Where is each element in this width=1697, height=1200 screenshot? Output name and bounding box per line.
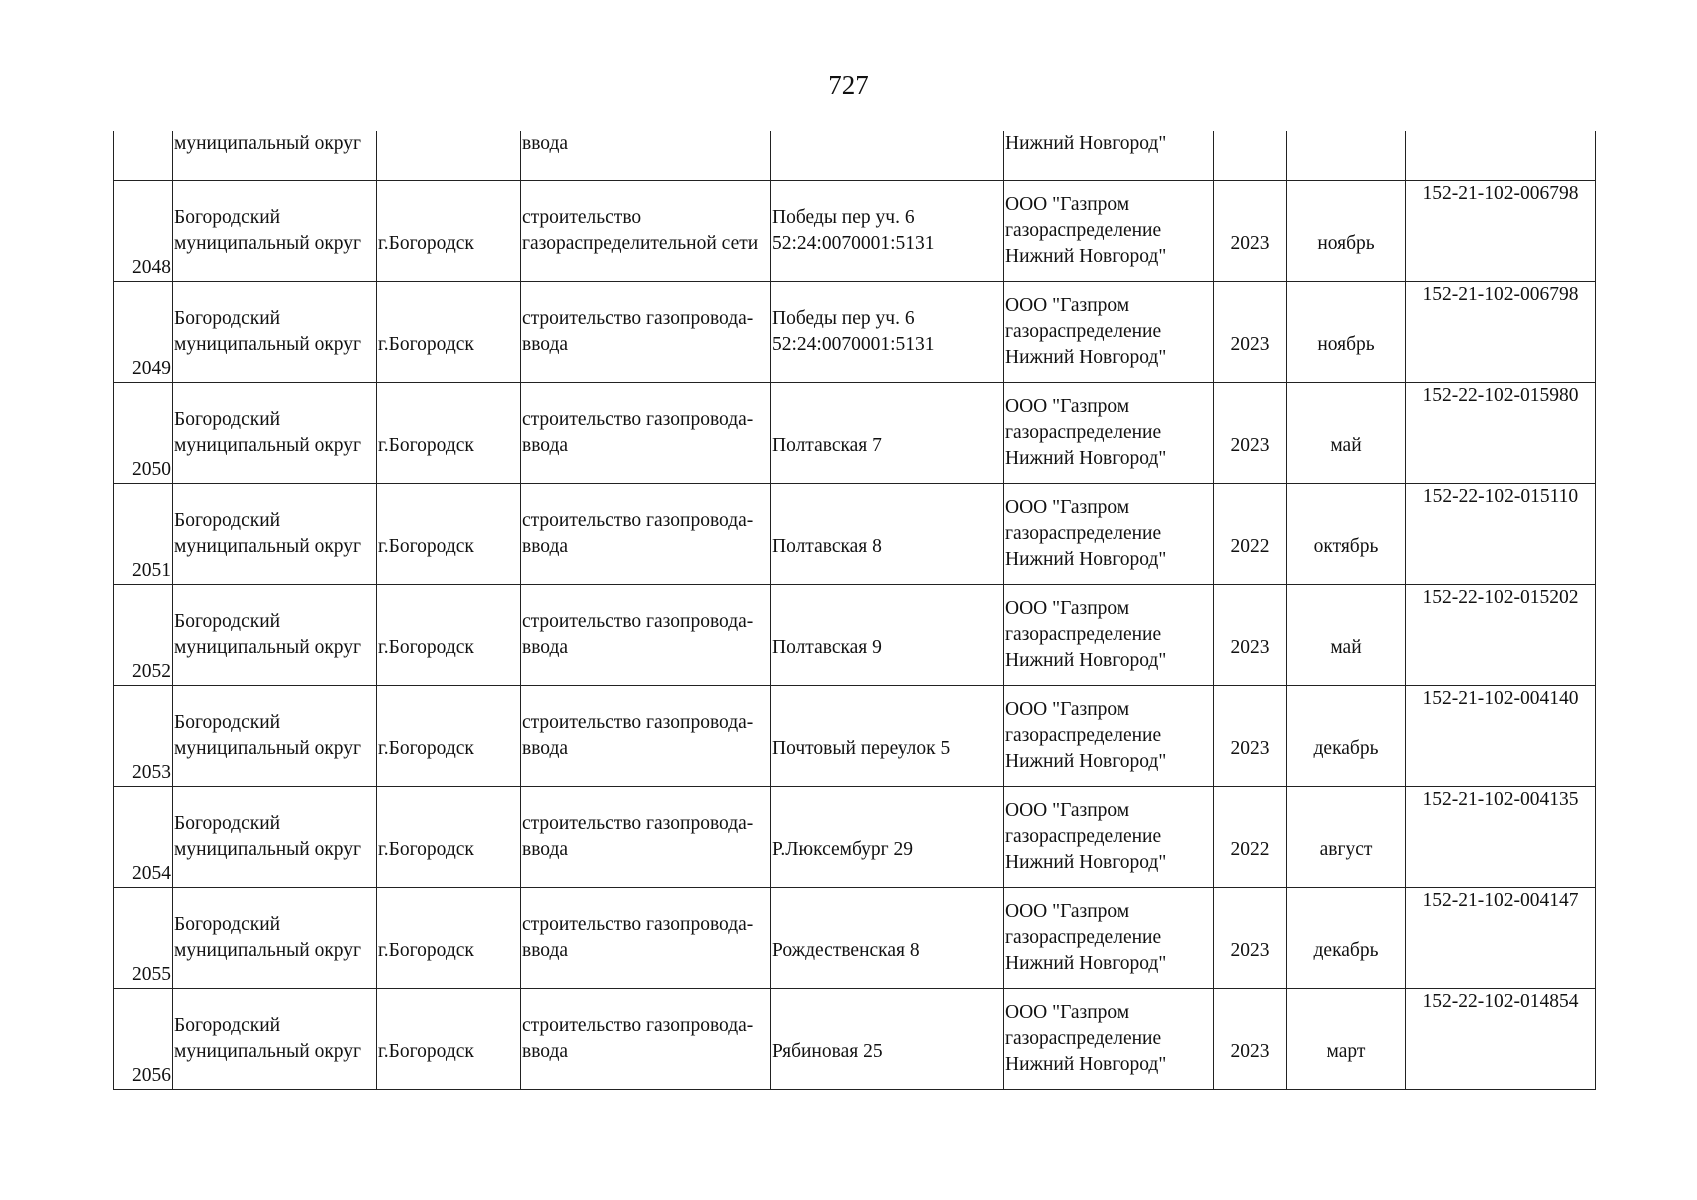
- org-line-3: Нижний Новгород": [1005, 548, 1167, 570]
- cell-address: [771, 483, 1004, 584]
- city-text: г.Богородск: [378, 535, 474, 557]
- permit-code: 152-21-102-006798: [1422, 283, 1579, 305]
- cell-code: [1406, 887, 1596, 988]
- district-line-1: Богородский: [174, 408, 281, 430]
- org-line-3: Нижний Новгород": [1005, 649, 1167, 671]
- org-line-2: газораспределение: [1005, 724, 1162, 746]
- cell-year: [1214, 988, 1287, 1089]
- table-row: [114, 584, 1596, 685]
- work-line-2: ввода: [522, 1040, 569, 1062]
- cell-num: [114, 131, 173, 180]
- cell-district: [173, 382, 377, 483]
- org-line-2: газораспределение: [1005, 623, 1162, 645]
- year-text: 2023: [1230, 333, 1270, 355]
- cell-code: [1406, 584, 1596, 685]
- address-text: Полтавская 9: [772, 636, 882, 658]
- city-text: г.Богородск: [378, 636, 474, 658]
- work-line-2: ввода: [522, 535, 569, 557]
- row-number: 2055: [132, 963, 171, 985]
- work-line-1: строительство газопровода-: [522, 408, 754, 430]
- cell-city: [377, 382, 521, 483]
- cell-work: [521, 131, 771, 180]
- year-text: 2022: [1230, 838, 1270, 860]
- cell-num: [114, 887, 173, 988]
- org-line-3: Нижний Новгород": [1005, 346, 1167, 368]
- cell-num: [114, 483, 173, 584]
- table-row: [114, 786, 1596, 887]
- org-line-2: газораспределение: [1005, 320, 1162, 342]
- cell-num: [114, 988, 173, 1089]
- org-line-3: Нижний Новгород": [1005, 245, 1167, 267]
- month-text: декабрь: [1313, 737, 1379, 759]
- year-text: 2023: [1230, 636, 1270, 658]
- cell-year: [1214, 281, 1287, 382]
- district-line-1: Богородский: [174, 610, 281, 632]
- cell-city: [377, 887, 521, 988]
- cell-district: [173, 887, 377, 988]
- work-line-1: строительство газопровода-: [522, 913, 754, 935]
- cell-org: [1004, 180, 1214, 281]
- address-text: Рябиновая 25: [772, 1040, 883, 1062]
- cell-city: [377, 786, 521, 887]
- table-row: [114, 483, 1596, 584]
- cell-code: [1406, 685, 1596, 786]
- cell-month: [1287, 483, 1406, 584]
- district-line-1: Богородский: [174, 1014, 281, 1036]
- cell-district: [173, 988, 377, 1089]
- cell-year: [1214, 685, 1287, 786]
- cell-city: [377, 131, 521, 180]
- cell-num: [114, 786, 173, 887]
- cell-district: [173, 281, 377, 382]
- cell-year: [1214, 887, 1287, 988]
- cell-num: [114, 584, 173, 685]
- year-text: 2023: [1230, 434, 1270, 456]
- permit-code: 152-21-102-004135: [1422, 788, 1579, 810]
- cell-address: [771, 180, 1004, 281]
- cell-org: [1004, 483, 1214, 584]
- org-line-1: ООО "Газпром: [1005, 597, 1130, 619]
- district-line-2: муниципальный округ: [174, 939, 362, 961]
- cell-year: [1214, 786, 1287, 887]
- year-text: 2022: [1230, 535, 1270, 557]
- work-line-2: ввода: [522, 333, 569, 355]
- cell-city: [377, 685, 521, 786]
- cell-address: [771, 281, 1004, 382]
- table-row: [114, 887, 1596, 988]
- cell-year: [1214, 382, 1287, 483]
- org-line-1: ООО "Газпром: [1005, 698, 1130, 720]
- address-line-2: 52:24:0070001:5131: [772, 232, 935, 254]
- cell-org: [1004, 281, 1214, 382]
- registry-table-body: [114, 131, 1596, 1089]
- city-text: г.Богородск: [378, 434, 474, 456]
- year-text: 2023: [1230, 737, 1270, 759]
- work-line-2: ввода: [522, 838, 569, 860]
- cell-month: [1287, 685, 1406, 786]
- cell-district: [173, 180, 377, 281]
- continuation-row: [114, 131, 1596, 180]
- district-line-2: муниципальный округ: [174, 636, 362, 658]
- work-line-2: газораспределительной сети: [522, 232, 759, 254]
- cell-city: [377, 483, 521, 584]
- district-line-2: муниципальный округ: [174, 434, 362, 456]
- org-text: Нижний Новгород": [1005, 133, 1167, 154]
- city-text: г.Богородск: [378, 838, 474, 860]
- cell-month: [1287, 988, 1406, 1089]
- city-text: г.Богородск: [378, 1040, 474, 1062]
- cell-district: [173, 786, 377, 887]
- cell-code: [1406, 131, 1596, 180]
- month-text: май: [1330, 434, 1362, 456]
- address-line-1: Победы пер уч. 6: [772, 206, 915, 228]
- cell-district: [173, 483, 377, 584]
- cell-org: [1004, 382, 1214, 483]
- address-text: Полтавская 7: [772, 434, 882, 456]
- work-line-1: строительство газопровода-: [522, 1014, 754, 1036]
- cell-year: [1214, 180, 1287, 281]
- work-line-2: ввода: [522, 737, 569, 759]
- cell-org: [1004, 685, 1214, 786]
- org-line-1: ООО "Газпром: [1005, 395, 1130, 417]
- cell-address: [771, 887, 1004, 988]
- address-text: Почтовый переулок 5: [772, 737, 951, 759]
- cell-work: [521, 988, 771, 1089]
- cell-address: [771, 988, 1004, 1089]
- district-line-2: муниципальный округ: [174, 535, 362, 557]
- cell-org: [1004, 988, 1214, 1089]
- permit-code: 152-22-102-014854: [1422, 990, 1579, 1012]
- cell-org: [1004, 887, 1214, 988]
- table-row: [114, 988, 1596, 1089]
- district-line-1: Богородский: [174, 913, 281, 935]
- cell-month: [1287, 584, 1406, 685]
- row-number: 2048: [132, 256, 171, 278]
- address-text: Полтавская 8: [772, 535, 882, 557]
- cell-num: [114, 685, 173, 786]
- month-text: март: [1326, 1040, 1366, 1062]
- month-text: май: [1330, 636, 1362, 658]
- district-line-1: Богородский: [174, 812, 281, 834]
- cell-address: [771, 131, 1004, 180]
- row-number: 2052: [132, 660, 171, 682]
- cell-code: [1406, 281, 1596, 382]
- cell-district: [173, 131, 377, 180]
- table-row: [114, 281, 1596, 382]
- row-number: 2050: [132, 458, 171, 480]
- year-text: 2023: [1230, 232, 1270, 254]
- cell-num: [114, 180, 173, 281]
- year-text: 2023: [1230, 1040, 1270, 1062]
- work-line-2: ввода: [522, 636, 569, 658]
- permit-code: 152-21-102-004147: [1422, 889, 1579, 911]
- cell-month: [1287, 786, 1406, 887]
- cell-month: [1287, 281, 1406, 382]
- permit-code: 152-22-102-015980: [1422, 384, 1579, 406]
- address-line-1: Победы пер уч. 6: [772, 307, 915, 329]
- district-line-1: Богородский: [174, 711, 281, 733]
- work-line-2: ввода: [522, 939, 569, 961]
- cell-code: [1406, 382, 1596, 483]
- work-text: ввода: [522, 133, 569, 154]
- cell-address: [771, 382, 1004, 483]
- cell-month: [1287, 382, 1406, 483]
- org-line-1: ООО "Газпром: [1005, 900, 1130, 922]
- work-line-1: строительство газопровода-: [522, 509, 754, 531]
- org-line-2: газораспределение: [1005, 825, 1162, 847]
- org-line-3: Нижний Новгород": [1005, 447, 1167, 469]
- cell-num: [114, 382, 173, 483]
- work-line-1: строительство газопровода-: [522, 812, 754, 834]
- month-text: ноябрь: [1317, 333, 1375, 355]
- cell-city: [377, 180, 521, 281]
- org-line-2: газораспределение: [1005, 421, 1162, 443]
- cell-work: [521, 887, 771, 988]
- row-number: 2051: [132, 559, 171, 581]
- cell-year: [1214, 483, 1287, 584]
- cell-city: [377, 988, 521, 1089]
- city-text: г.Богородск: [378, 939, 474, 961]
- year-text: 2023: [1230, 939, 1270, 961]
- org-line-1: ООО "Газпром: [1005, 799, 1130, 821]
- district-text: муниципальный округ: [174, 133, 362, 154]
- row-number: 2049: [132, 357, 171, 379]
- address-text: Р.Люксембург 29: [772, 838, 914, 860]
- org-line-2: газораспределение: [1005, 926, 1162, 948]
- table-row: [114, 180, 1596, 281]
- cell-year: [1214, 131, 1287, 180]
- cell-org: [1004, 584, 1214, 685]
- city-text: г.Богородск: [378, 333, 474, 355]
- org-line-1: ООО "Газпром: [1005, 496, 1130, 518]
- work-line-1: строительство газопровода-: [522, 610, 754, 632]
- org-line-2: газораспределение: [1005, 219, 1162, 241]
- page-number: 727: [828, 70, 869, 100]
- cell-work: [521, 483, 771, 584]
- month-text: август: [1319, 838, 1373, 860]
- org-line-1: ООО "Газпром: [1005, 294, 1130, 316]
- permit-code: 152-22-102-015110: [1422, 485, 1579, 507]
- cell-org: [1004, 786, 1214, 887]
- row-number: 2053: [132, 761, 171, 783]
- cell-work: [521, 786, 771, 887]
- cell-district: [173, 584, 377, 685]
- permit-code: 152-21-102-006798: [1422, 182, 1579, 204]
- cell-address: [771, 685, 1004, 786]
- cell-address: [771, 584, 1004, 685]
- month-text: октябрь: [1313, 535, 1379, 557]
- cell-num: [114, 281, 173, 382]
- district-line-2: муниципальный округ: [174, 838, 362, 860]
- table-row: [114, 382, 1596, 483]
- cell-code: [1406, 786, 1596, 887]
- district-line-1: Богородский: [174, 307, 281, 329]
- org-line-1: ООО "Газпром: [1005, 1001, 1130, 1023]
- org-line-3: Нижний Новгород": [1005, 851, 1167, 873]
- table-row: [114, 685, 1596, 786]
- cell-month: [1287, 180, 1406, 281]
- row-number: 2054: [132, 862, 171, 884]
- cell-work: [521, 382, 771, 483]
- cell-org: [1004, 131, 1214, 180]
- permit-code: 152-21-102-004140: [1422, 687, 1579, 709]
- cell-work: [521, 584, 771, 685]
- cell-year: [1214, 584, 1287, 685]
- district-line-1: Богородский: [174, 509, 281, 531]
- district-line-2: муниципальный округ: [174, 232, 362, 254]
- org-line-2: газораспределение: [1005, 1027, 1162, 1049]
- city-text: г.Богородск: [378, 232, 474, 254]
- cell-work: [521, 685, 771, 786]
- cell-district: [173, 685, 377, 786]
- address-text: Рождественская 8: [772, 939, 920, 961]
- district-line-2: муниципальный округ: [174, 333, 362, 355]
- cell-address: [771, 786, 1004, 887]
- cell-month: [1287, 131, 1406, 180]
- cell-month: [1287, 887, 1406, 988]
- cell-city: [377, 281, 521, 382]
- registry-table: [113, 131, 1596, 1090]
- org-line-2: газораспределение: [1005, 522, 1162, 544]
- cell-work: [521, 180, 771, 281]
- address-line-2: 52:24:0070001:5131: [772, 333, 935, 355]
- work-line-2: ввода: [522, 434, 569, 456]
- district-line-2: муниципальный округ: [174, 737, 362, 759]
- cell-city: [377, 584, 521, 685]
- cell-code: [1406, 180, 1596, 281]
- work-line-1: строительство газопровода-: [522, 307, 754, 329]
- district-line-1: Богородский: [174, 206, 281, 228]
- permit-code: 152-22-102-015202: [1422, 586, 1579, 608]
- month-text: декабрь: [1313, 939, 1379, 961]
- cell-work: [521, 281, 771, 382]
- org-line-1: ООО "Газпром: [1005, 193, 1130, 215]
- org-line-3: Нижний Новгород": [1005, 952, 1167, 974]
- month-text: ноябрь: [1317, 232, 1375, 254]
- row-number: 2056: [132, 1064, 171, 1086]
- org-line-3: Нижний Новгород": [1005, 750, 1167, 772]
- work-line-1: строительство газопровода-: [522, 711, 754, 733]
- district-line-2: муниципальный округ: [174, 1040, 362, 1062]
- org-line-3: Нижний Новгород": [1005, 1053, 1167, 1075]
- cell-code: [1406, 483, 1596, 584]
- work-line-1: строительство: [522, 206, 642, 228]
- cell-code: [1406, 988, 1596, 1089]
- city-text: г.Богородск: [378, 737, 474, 759]
